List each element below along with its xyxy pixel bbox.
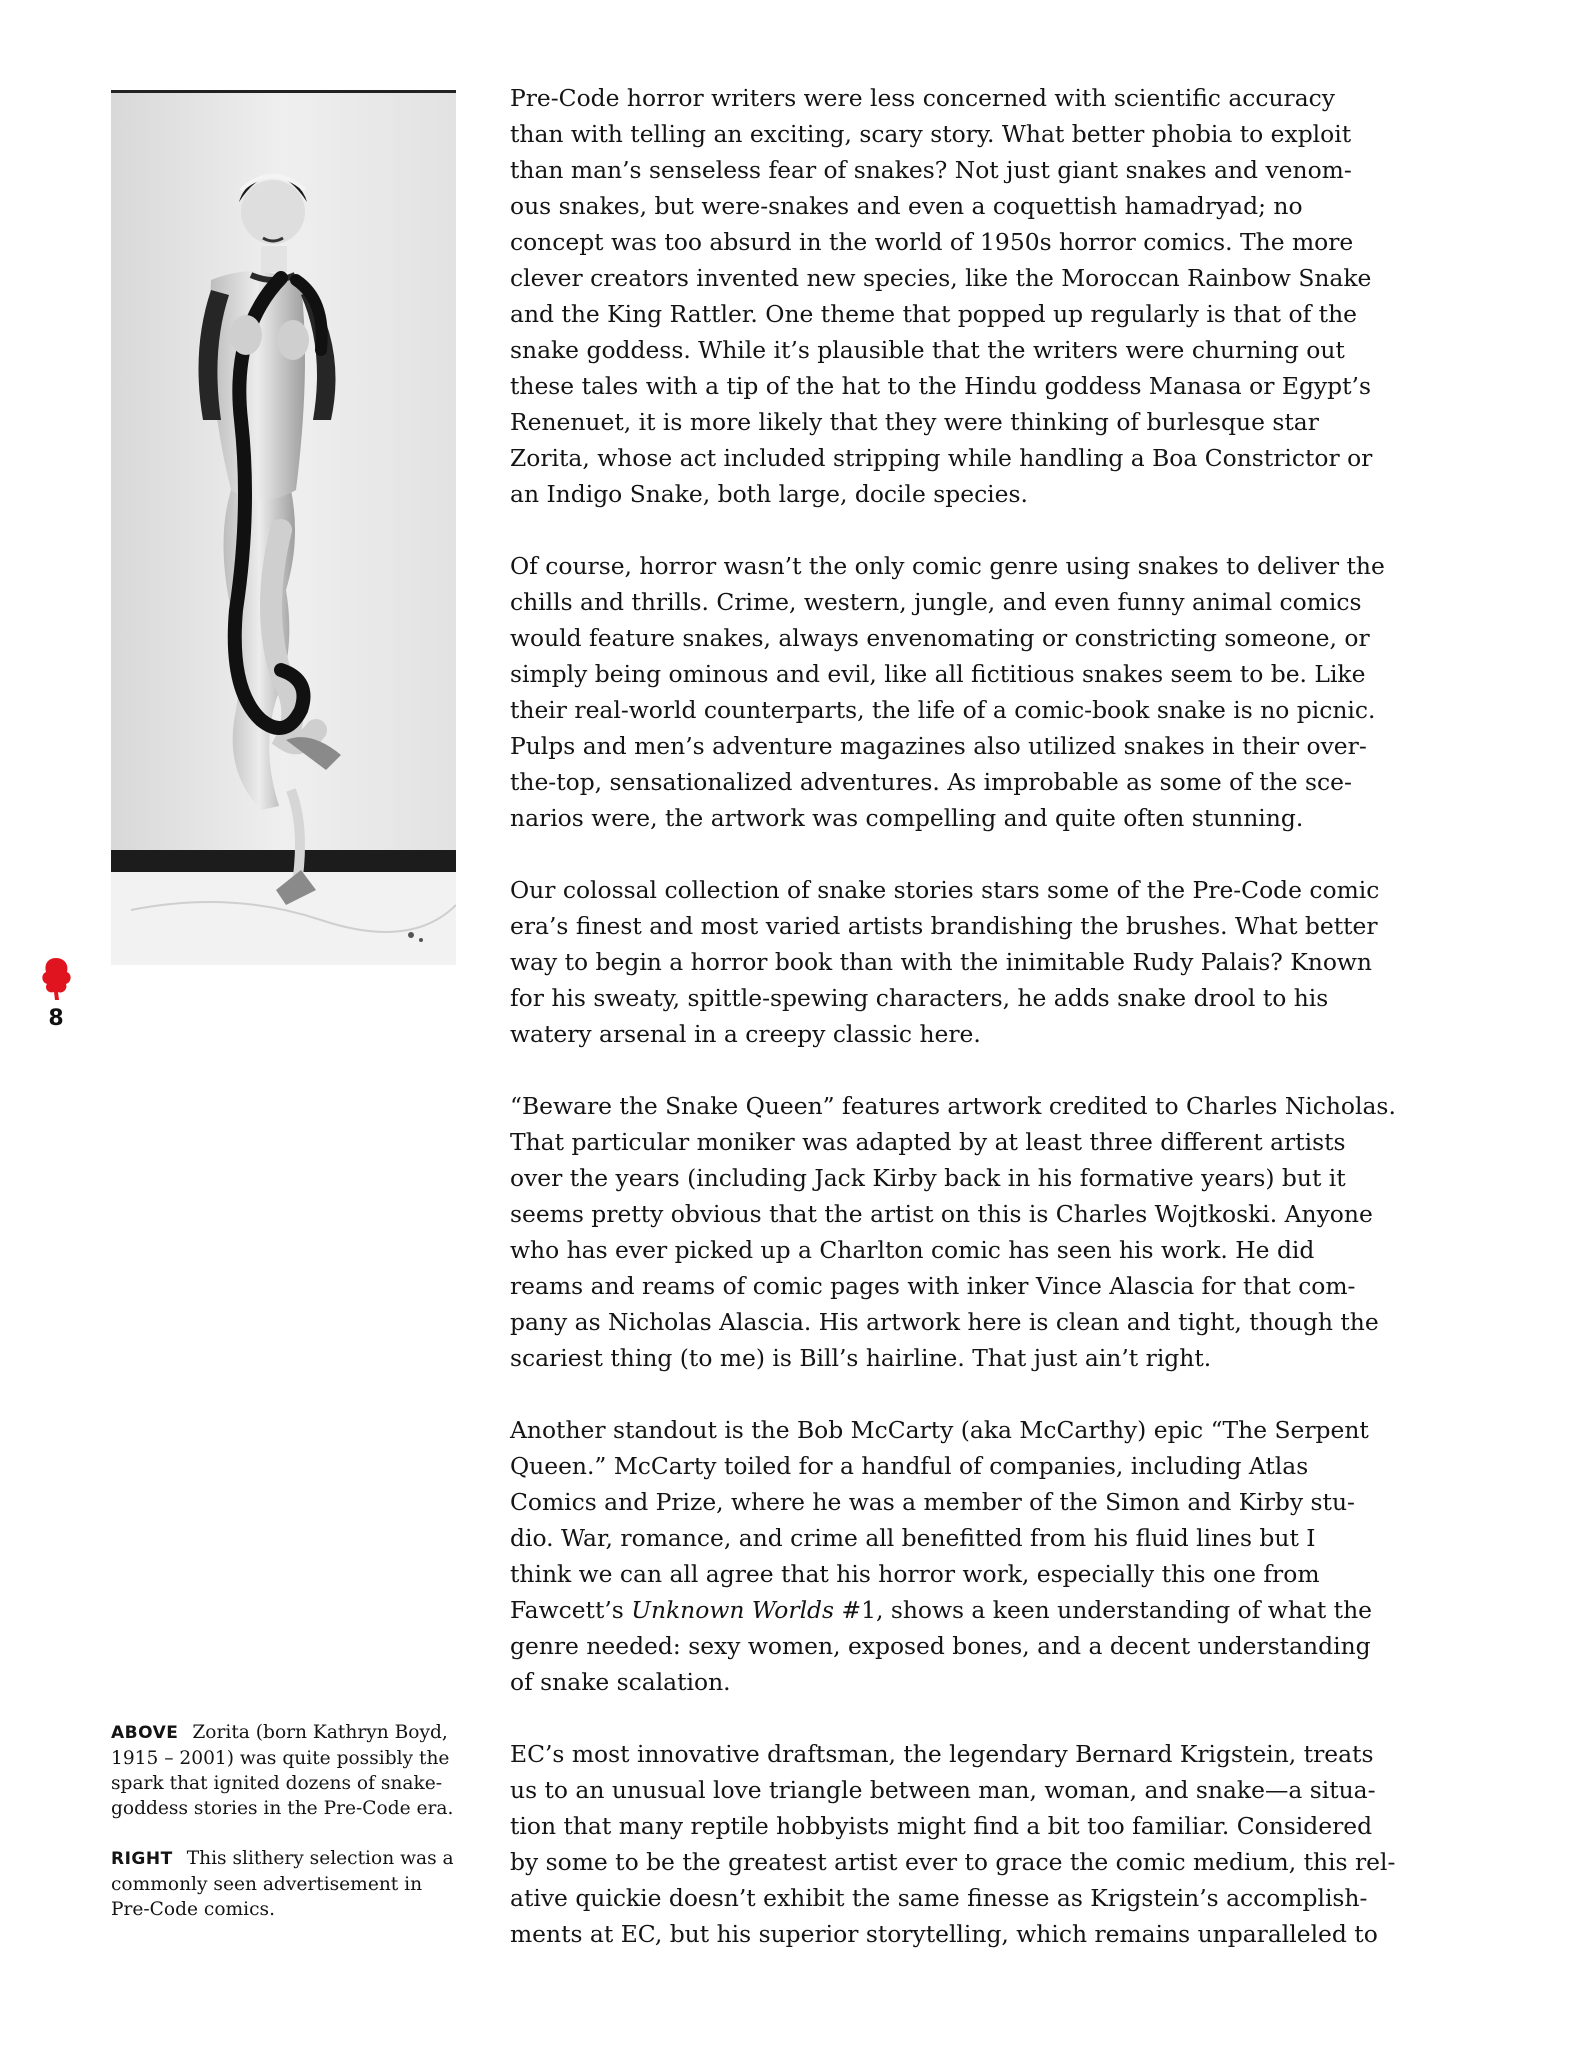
text-line: pany as Nicholas Alascia. His artwork here is clean and tight, though the — [510, 1308, 1379, 1336]
paragraph — [510, 1088, 1440, 1376]
text-line: by some to be the greatest artist ever to grace the comic medium, this rel- — [510, 1848, 1396, 1876]
paragraph — [510, 80, 1440, 512]
text-line: Our colossal collection of snake stories stars some of the Pre-Code comic — [510, 876, 1380, 904]
text-line: over the years (including Jack Kirby back in his formative years) but it — [510, 1164, 1346, 1192]
text-line: us to an unusual love triangle between man, woman, and snake—a situa- — [510, 1776, 1376, 1804]
text-line: of snake scalation. — [510, 1668, 731, 1696]
text-line: for his sweaty, spittle-spewing characters, he adds snake drool to his — [510, 984, 1329, 1012]
text-line: an Indigo Snake, both large, docile species. — [510, 480, 1028, 508]
text-line: scariest thing (to me) is Bill’s hairline. That just ain’t right. — [510, 1344, 1212, 1372]
text-line: the-top, sensationalized adventures. As improbable as some of the sce- — [510, 768, 1352, 796]
text-line: ative quickie doesn’t exhibit the same finesse as Krigstein’s accomplish- — [510, 1884, 1368, 1912]
text-line: snake goddess. While it’s plausible that the writers were churning out — [510, 336, 1345, 364]
caption-above — [111, 1720, 461, 1821]
caption-right — [111, 1846, 461, 1922]
text-line: concept was too absurd in the world of 1950s horror comics. The more — [510, 228, 1354, 256]
text-line: clever creators invented new species, like the Moroccan Rainbow Snake — [510, 264, 1372, 292]
text-line: Zorita, whose act included stripping while handling a Boa Constrictor or — [510, 444, 1373, 472]
text-line: chills and thrills. Crime, western, jungle, and even funny animal comics — [510, 588, 1362, 616]
caption-text: This slithery selection was a commonly seen advertisement in Pre-Code comics. — [111, 1848, 454, 1920]
paragraph — [510, 1736, 1440, 1952]
text-line: dio. War, romance, and crime all benefitted from his fluid lines but I — [510, 1524, 1316, 1552]
red-splat-icon — [36, 954, 76, 1002]
text-line: simply being ominous and evil, like all fictitious snakes seem to be. Like — [510, 660, 1366, 688]
italic-title: Unknown Worlds — [631, 1596, 835, 1624]
text-line: “Beware the Snake Queen” features artwork credited to Charles Nicholas. — [510, 1092, 1396, 1120]
text-line: think we can all agree that his horror work, especially this one from — [510, 1560, 1320, 1588]
page-number: 8 — [48, 1006, 64, 1031]
text-line: than man’s senseless fear of snakes? Not just giant snakes and venom- — [510, 156, 1352, 184]
text-line: ments at EC, but his superior storytelling, which remains unparalleled to — [510, 1920, 1378, 1948]
text-line: genre needed: sexy women, exposed bones, and a decent understanding — [510, 1632, 1371, 1660]
photo-captions — [111, 1720, 461, 1947]
text-line: would feature snakes, always envenomating or constricting someone, or — [510, 624, 1370, 652]
text-line: Pulps and men’s adventure magazines also utilized snakes in their over- — [510, 732, 1367, 760]
text-line: Queen.” McCarty toiled for a handful of companies, including Atlas — [510, 1452, 1309, 1480]
text-line: ous snakes, but were-snakes and even a coquettish hamadryad; no — [510, 192, 1303, 220]
text-line: watery arsenal in a creepy classic here. — [510, 1020, 981, 1048]
caption-text: Zorita (born Kathryn Boyd, 1915 – 2001) was quite possibly the spark that ignited dozens of snake-goddess stories in the Pre-Code era. — [111, 1722, 454, 1819]
caption-label: ABOVE — [111, 1723, 179, 1743]
paragraph — [510, 1412, 1440, 1700]
caption-label: RIGHT — [111, 1849, 173, 1869]
text-line: these tales with a tip of the hat to the Hindu goddess Manasa or Egypt’s — [510, 372, 1371, 400]
text-line: Renenuet, it is more likely that they were thinking of burlesque star — [510, 408, 1319, 436]
text-line: who has ever picked up a Charlton comic has seen his work. He did — [510, 1236, 1315, 1264]
zorita-photo — [111, 90, 456, 965]
text-line: Of course, horror wasn’t the only comic genre using snakes to deliver the — [510, 552, 1385, 580]
text-line: and the King Rattler. One theme that popped up regularly is that of the — [510, 300, 1357, 328]
text-line: Pre-Code horror writers were less concerned with scientific accuracy — [510, 84, 1335, 112]
text-line: reams and reams of comic pages with inker Vince Alascia for that com- — [510, 1272, 1356, 1300]
text-line: way to begin a horror book than with the inimitable Rudy Palais? Known — [510, 948, 1372, 976]
burlesque-photo-woman-with-snake — [111, 90, 456, 965]
text-line: Fawcett’s Unknown Worlds #1, shows a keen understanding of what the — [510, 1596, 1372, 1624]
paragraph — [510, 872, 1440, 1052]
text-line: their real-world counterparts, the life of a comic-book snake is no picnic. — [510, 696, 1376, 724]
text-line: era’s finest and most varied artists brandishing the brushes. What better — [510, 912, 1378, 940]
text-line: That particular moniker was adapted by at least three different artists — [510, 1128, 1346, 1156]
text-line: Comics and Prize, where he was a member of the Simon and Kirby stu- — [510, 1488, 1355, 1516]
text-line: seems pretty obvious that the artist on this is Charles Wojtkoski. Anyone — [510, 1200, 1373, 1228]
text-line: Another standout is the Bob McCarty (aka McCarthy) epic “The Serpent — [510, 1416, 1369, 1444]
text-line: narios were, the artwork was compelling and quite often stunning. — [510, 804, 1304, 832]
text-line: than with telling an exciting, scary story. What better phobia to exploit — [510, 120, 1352, 148]
text-line: EC’s most innovative draftsman, the legendary Bernard Krigstein, treats — [510, 1740, 1374, 1768]
text-line: tion that many reptile hobbyists might find a bit too familiar. Considered — [510, 1812, 1373, 1840]
paragraph — [510, 548, 1440, 836]
article-body — [510, 80, 1440, 1988]
page-folio — [36, 954, 76, 1031]
